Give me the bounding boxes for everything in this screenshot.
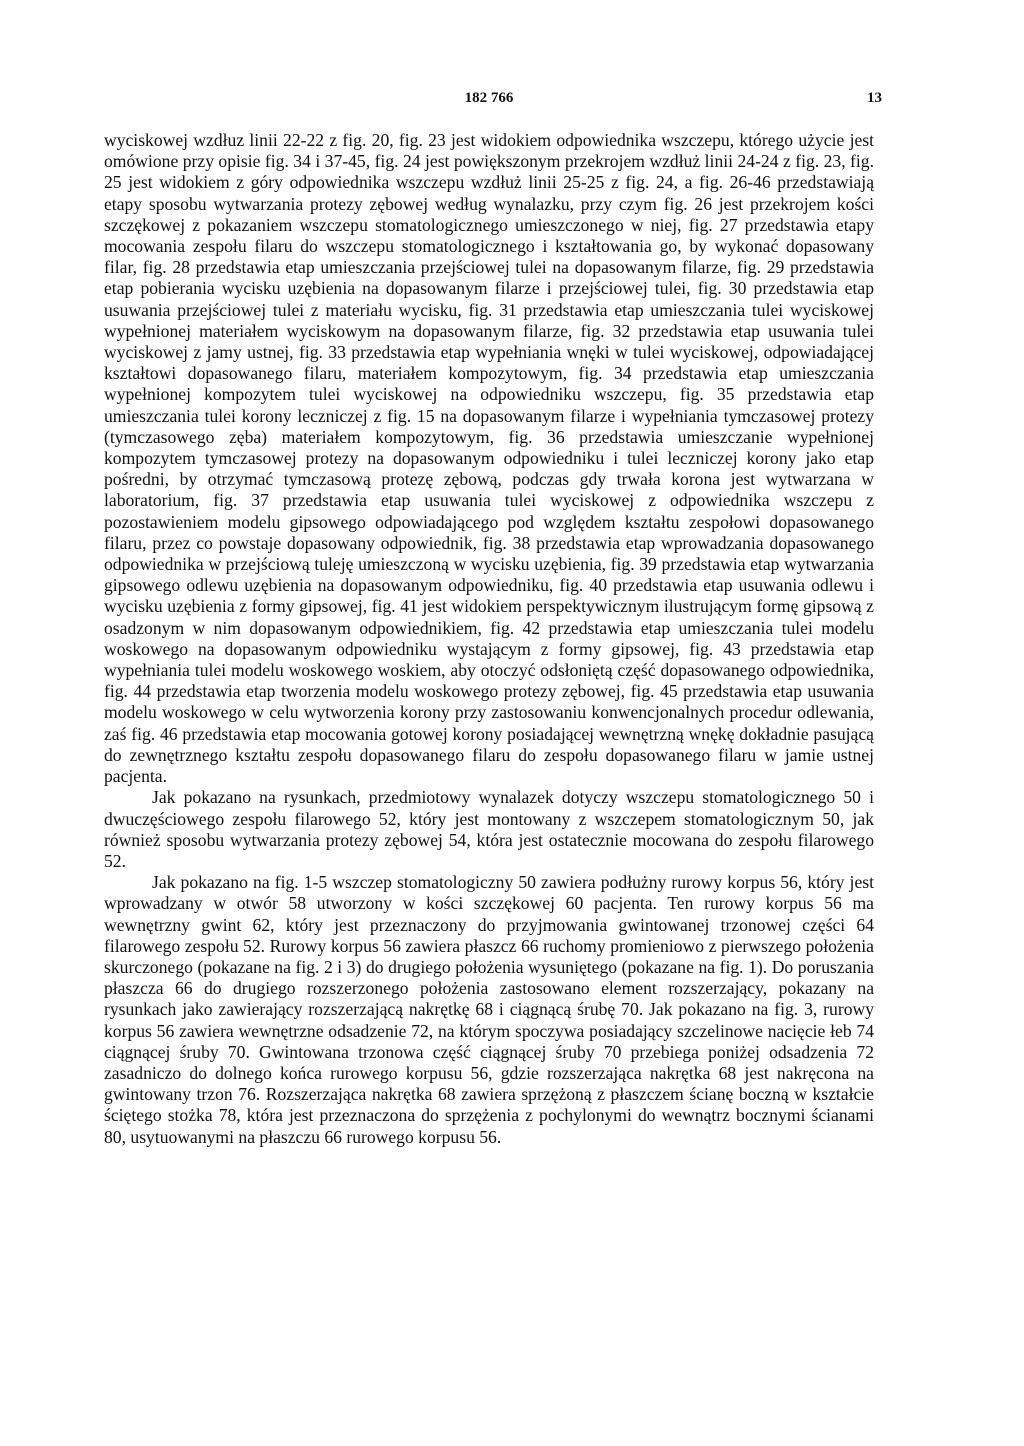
page-number: 13 bbox=[867, 90, 882, 106]
page-header bbox=[104, 84, 882, 120]
paragraph-figure-descriptions: wyciskowej wzdłuz linii 22-22 z fig. 20, fig. 23 jest widokiem odpowiednika wszczepu, którego użycie jest omówione przy opisie fig. 34 i 37-45, fig. 24 jest powiększonym przekrojem wzdłuż linii 24-24 z fig. 23, fig. 25 jest widokiem z góry odpowiednika wszczepu wzdłuż linii 25-25 z fig. 24, a fig. 26-46 przedstawiają etapy sposobu wytwarzania protezy zębowej według wynalazku, przy czym fig. 26 jest przekrojem kości szczękowej z pokazaniem wszczepu stomatologicznego umieszczonego w niej, fig. 27 przedstawia etapy mocowania zespołu filaru do wszczepu stomatologicznego i kształtowania go, by wykonać dopasowany filar, fig. 28 przedstawia etap umieszczania przejściowej tulei na dopasowanym filarze, fig. 29 przedstawia etap pobierania wycisku uzębienia na dopasowanym filarze i przejściowej tulei, fig. 30 przedstawia etap usuwania przejściowej tulei z materiału wycisku, fig. 31 przedstawia etap umieszczania tulei wyciskowej wypełnionej materiałem wyciskowym na dopasowanym filarze, fig. 32 przedstawia etap usuwania tulei wyciskowej z jamy ustnej, fig. 33 przedstawia etap wypełniania wnęki w tulei wyciskowej, odpowiadającej kształtowi dopasowanego filaru, materiałem kompozytowym, fig. 34 przedstawia etap umieszczania wypełnionej kompozytem tulei wyciskowej na odpowiedniku wszczepu, fig. 35 przedstawia etap umieszczania tulei korony leczniczej z fig. 15 na dopasowanym filarze i wypełniania tymczasowej protezy (tymczasowego zęba) materiałem kompozytowym, fig. 36 przedstawia umieszczanie wypełnionej kompozytem tymczasowej protezy na dopasowanym odpowiedniku i tulei leczniczej korony jako etap pośredni, by otrzymać tymczasową protezę zębową, podczas gdy trwała korona jest wytwarzana w laboratorium, fig. 37 przedstawia etap usuwania tulei wyciskowej z odpowiednika wszczepu z pozostawieniem modelu gipsowego odpowiadającego pod względem kształtu zespołowi dopasowanego filaru, przez co powstaje dopasowany odpowiednik, fig. 38 przedstawia etap wprowadzania dopasowanego odpowiednika w przejściową tuleję umieszczoną w wycisku uzębienia, fig. 39 przedstawia etap wytwarzania gipsowego odlewu uzębienia na dopasowanym odpowiedniku, fig. 40 przedstawia etap usuwania odlewu i wycisku uzębienia z formy gipsowej, fig. 41 jest widokiem perspektywicznym ilustrującym formę gipsową z osadzonym w nim dopasowanym odpowiednikiem, fig. 42 przedstawia etap umieszczania tulei modelu woskowego na dopasowanym odpowiedniku wystającym z formy gipsowej, fig. 43 przedstawia etap wypełniania tulei modelu woskowego woskiem, aby otoczyć odsłoniętą część dopasowanego odpowiednika, fig. 44 przedstawia etap tworzenia modelu woskowego protezy zębowej, fig. 45 przedstawia etap usuwania modelu woskowego w celu wytworzenia korony przy zastosowaniu konwencjonalnych procedur odlewania, zaś fig. 46 przedstawia etap mocowania gotowej korony posiadającej wewnętrzną wnękę dokładnie pasującą do zewnętrznego kształtu zespołu dopasowanego filaru do zespołu dopasowanego filaru w jamie ustnej pacjenta. bbox=[104, 130, 874, 787]
paragraph-invention-summary: Jak pokazano na rysunkach, przedmiotowy wynalazek dotyczy wszczepu stomatologicznego 50 i dwuczęściowego zespołu filarowego 52, który jest montowany z wszczepem stomatologicznym 50, jak również sposobu wytwarzania protezy zębowej 54, która jest ostatecznie mocowana do zespołu filarowego 52. bbox=[104, 787, 874, 871]
document-page bbox=[104, 84, 882, 1148]
paragraph-implant-description: Jak pokazano na fig. 1-5 wszczep stomatologiczny 50 zawiera podłużny rurowy korpus 56, który jest wprowadzany w otwór 58 utworzony w kości szczękowej 60 pacjenta. Ten rurowy korpus 56 ma wewnętrzny gwint 62, który jest przeznaczony do przyjmowania gwintowanej trzonowej części 64 filarowego zespołu 52. Rurowy korpus 56 zawiera płaszcz 66 ruchomy promieniowo z pierwszego położenia skurczonego (pokazane na fig. 2 i 3) do drugiego położenia wysuniętego (pokazane na fig. 1). Do poruszania płaszcza 66 do drugiego rozszerzonego położenia zastosowano element rozszerzający, pokazany na rysunkach jako zawierający rozszerzającą nakrętkę 68 i ciągnącą śrubę 70. Jak pokazano na fig. 3, rurowy korpus 56 zawiera wewnętrzne odsadzenie 72, na którym spoczywa posiadający szczelinowe nacięcie łeb 74 ciągnącej śruby 70. Gwintowana trzonowa część ciągnącej śruby 70 przebiega poniżej odsadzenia 72 zasadniczo do dolnego końca rurowego korpusu 56, gdzie rozszerzająca nakrętka 68 jest nakręcona na gwintowany trzon 76. Rozszerzająca nakrętka 68 zawiera sprzężoną z płaszczem ścianę boczną w kształcie ściętego stożka 78, która jest przeznaczona do sprzężenia z pochylonymi do wewnątrz bocznymi ścianami 80, usytuowanymi na płaszczu 66 rurowego korpusu 56. bbox=[104, 872, 874, 1147]
body-text bbox=[104, 130, 874, 1148]
patent-number: 182 766 bbox=[464, 90, 514, 106]
